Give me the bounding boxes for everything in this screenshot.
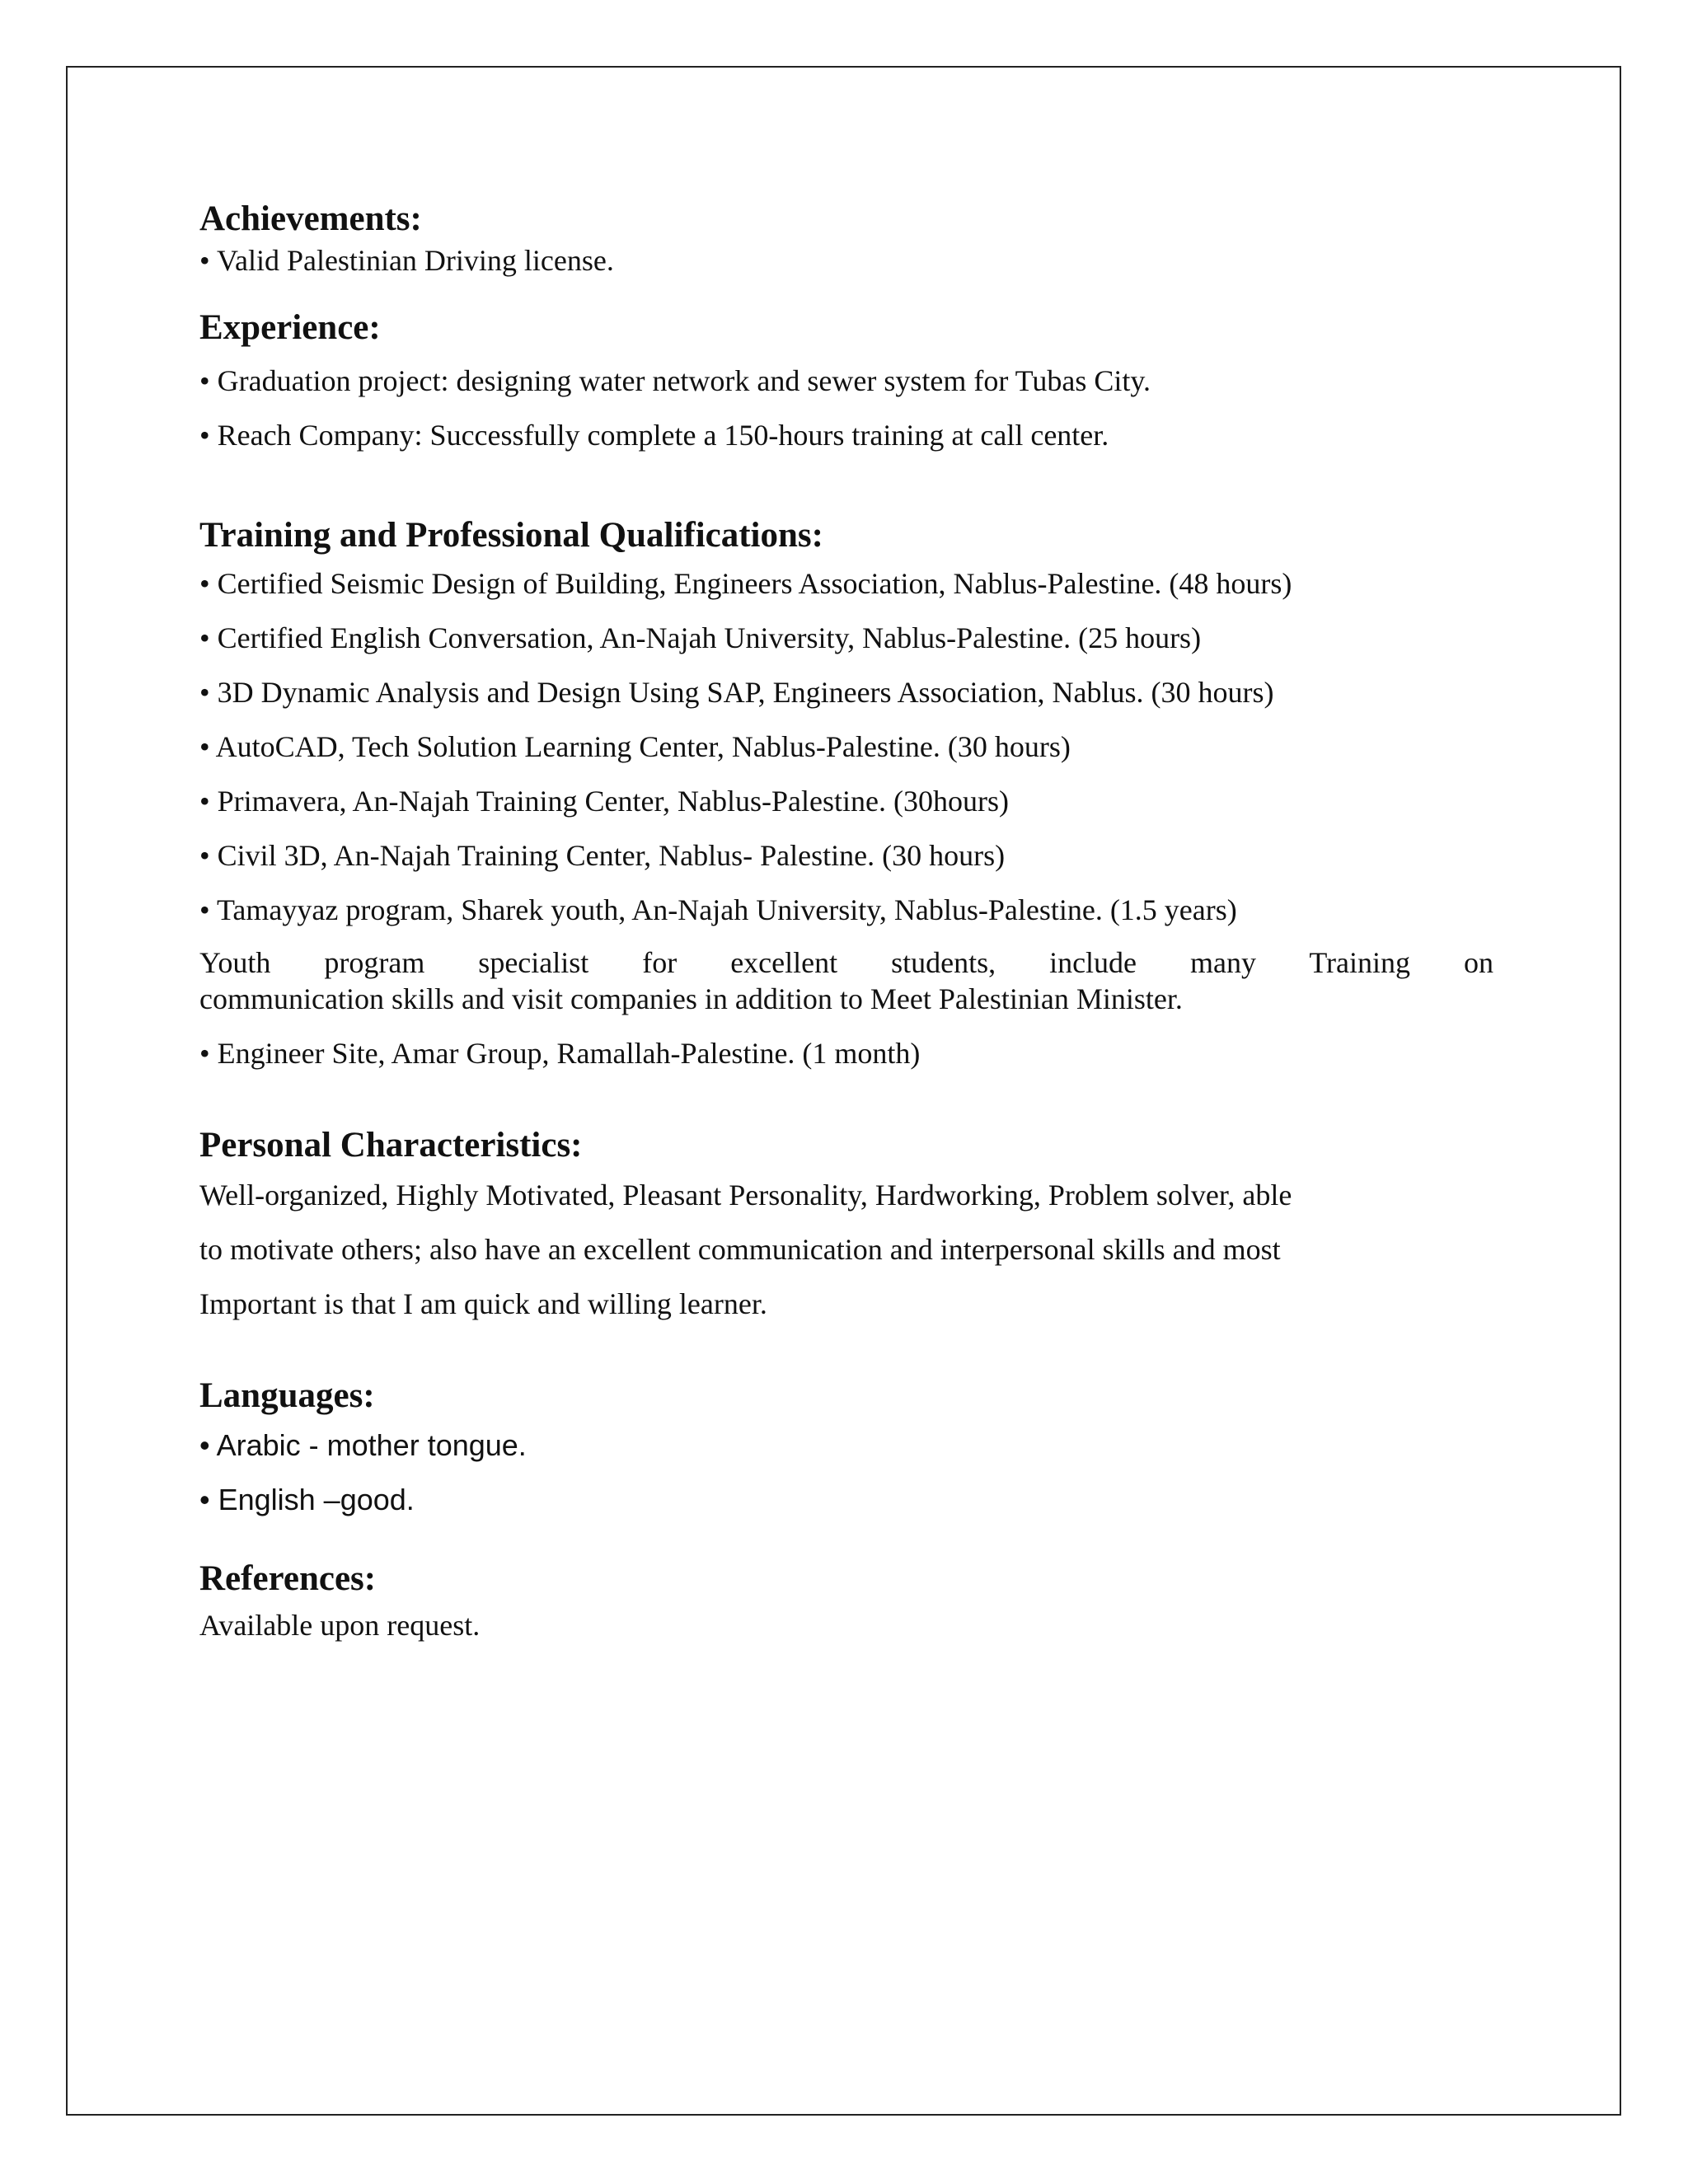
experience-item: • Reach Company: Successfully complete a 150-hours training at call center. [199,419,1109,452]
personal-line: to motivate others; also have an excellent communication and interpersonal skills and most [199,1233,1281,1266]
training-note-line2: communication skills and visit companies in addition to Meet Palestinian Minister. [199,982,1183,1015]
experience-heading: Experience: [199,308,381,347]
training-note-line1: Youth program specialist for excellent students, include many Training on [199,946,1493,979]
references-section [199,1556,1493,1645]
training-item: • Tamayyaz program, Sharek youth, An-Najah University, Nablus-Palestine. (1.5 years) [199,893,1237,926]
references-heading: References: [199,1559,377,1598]
training-item: • Certified Seismic Design of Building, Engineers Association, Nablus-Palestine. (48 hours) [199,567,1292,600]
personal-line: Important is that I am quick and willing learner. [199,1287,767,1320]
training-heading: Training and Professional Qualifications: [199,516,823,555]
resume-page-content [199,196,1493,1645]
training-item: • 3D Dynamic Analysis and Design Using SAP, Engineers Association, Nablus. (30 hours) [199,676,1274,709]
training-section [199,513,1493,1073]
personal-heading: Personal Characteristics: [199,1126,583,1165]
training-note [199,944,1493,1017]
references-text: Available upon request. [199,1609,481,1642]
training-item: • AutoCAD, Tech Solution Learning Center, Nablus-Palestine. (30 hours) [199,730,1071,763]
training-item: • Primavera, An-Najah Training Center, Nablus-Palestine. (30hours) [199,785,1009,818]
achievements-section [199,196,1493,280]
experience-section [199,305,1493,455]
experience-item: • Graduation project: designing water network and sewer system for Tubas City. [199,364,1151,397]
achievements-heading: Achievements: [199,199,422,238]
training-item: • Engineer Site, Amar Group, Ramallah-Palestine. (1 month) [199,1037,921,1070]
training-item: • Certified English Conversation, An-Najah University, Nablus-Palestine. (25 hours) [199,621,1202,654]
language-item: • English –good. [199,1483,415,1516]
achievement-item: • Valid Palestinian Driving license. [199,244,614,277]
languages-section [199,1373,1493,1520]
language-item: • Arabic - mother tongue. [199,1428,527,1462]
training-item: • Civil 3D, An-Najah Training Center, Nablus- Palestine. (30 hours) [199,839,1006,872]
languages-heading: Languages: [199,1376,375,1415]
personal-section [199,1122,1493,1324]
personal-line: Well-organized, Highly Motivated, Pleasant Personality, Hardworking, Problem solver, able [199,1179,1292,1212]
